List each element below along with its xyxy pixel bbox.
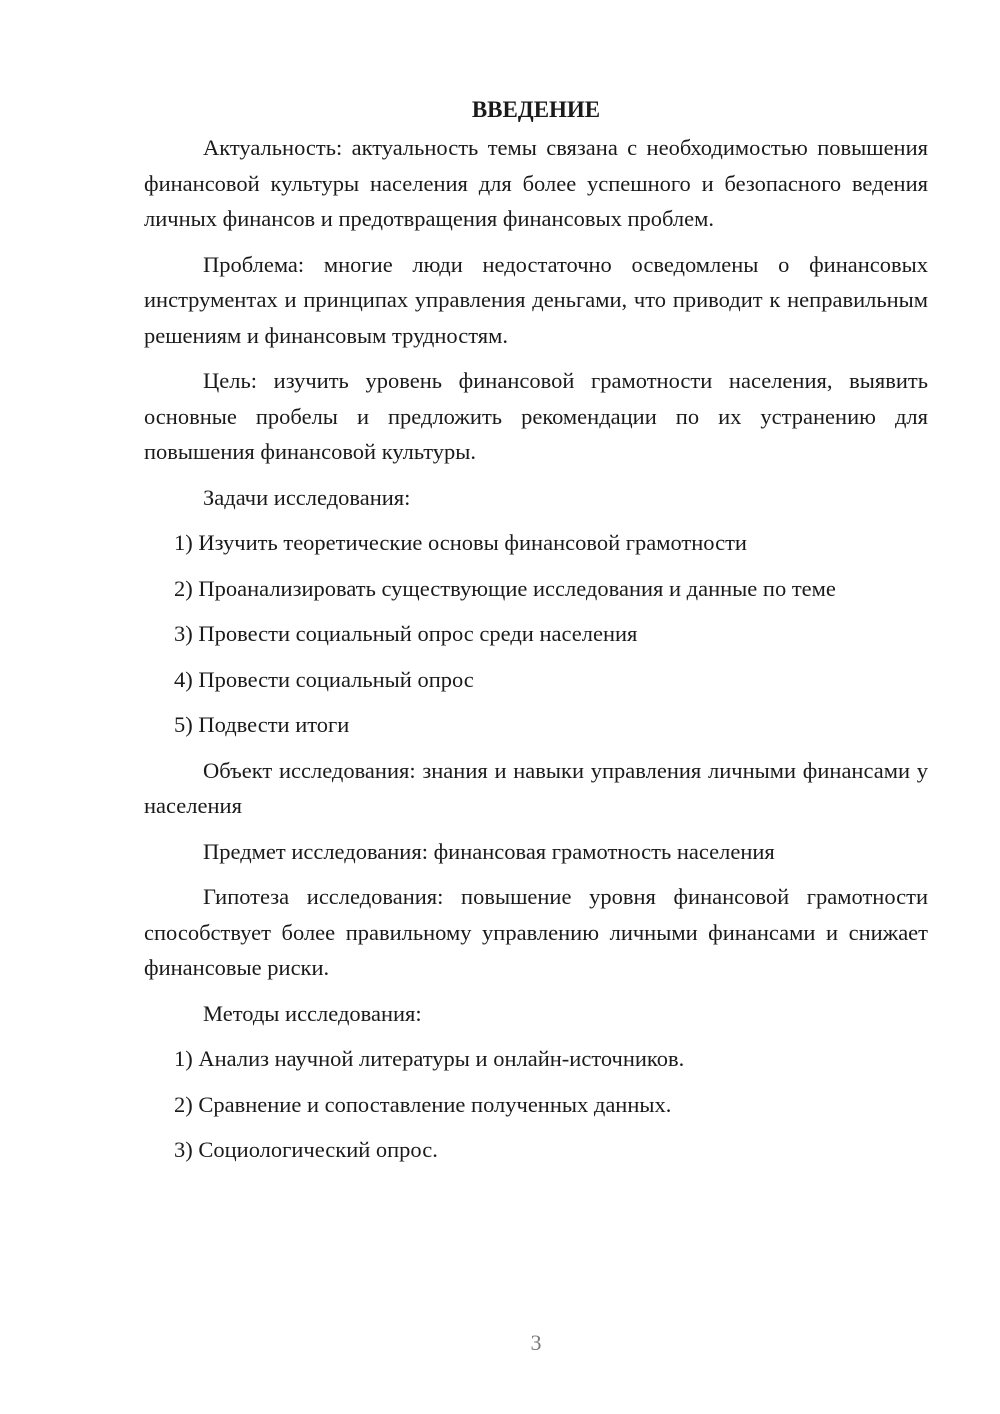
problem-paragraph: Проблема: многие люди недостаточно осведомлены о финансовых инструментах и принципах управления деньгами, что приводит к неправильным решениям и финансовым трудностям. xyxy=(144,251,928,348)
object-paragraph: Объект исследования: знания и навыки управления личными финансами у населения xyxy=(144,757,928,818)
methods-list xyxy=(144,1041,928,1168)
document-page xyxy=(144,92,928,1178)
list-item: 3) Социологический опрос. xyxy=(174,1137,438,1162)
list-item: 2) Проанализировать существующие исследования и данные по теме xyxy=(174,575,836,601)
page-number: 3 xyxy=(530,1330,542,1355)
methods-label: Методы исследования: xyxy=(203,1000,422,1026)
subject-paragraph: Предмет исследования: финансовая грамотность населения xyxy=(203,838,775,864)
page-title: ВВЕДЕНИЕ xyxy=(471,97,601,122)
list-item: 5) Подвести итоги xyxy=(174,712,350,737)
list-item: 1) Анализ научной литературы и онлайн-источников. xyxy=(174,1046,685,1071)
tasks-list xyxy=(144,525,928,743)
list-item: 4) Провести социальный опрос xyxy=(174,666,474,692)
list-item: 1) Изучить теоретические основы финансовой грамотности xyxy=(174,530,747,555)
goal-paragraph: Цель: изучить уровень финансовой грамотности населения, выявить основные пробелы и предложить рекомендации по их устранению для повышения финансовой культуры. xyxy=(144,368,928,464)
list-item: 2) Сравнение и сопоставление полученных данных. xyxy=(174,1091,672,1117)
hypothesis-paragraph: Гипотеза исследования: повышение уровня финансовой грамотности способствует более правильному управлению личными финансами и снижает финансовые риски. xyxy=(144,884,928,980)
relevance-paragraph: Актуальность: актуальность темы связана с необходимостью повышения финансовой культуры населения для более успешного и безопасного ведения личных финансов и предотвращения финансовых проблем. xyxy=(144,135,928,231)
tasks-label: Задачи исследования: xyxy=(203,484,411,510)
list-item: 3) Провести социальный опрос среди населения xyxy=(174,621,638,646)
